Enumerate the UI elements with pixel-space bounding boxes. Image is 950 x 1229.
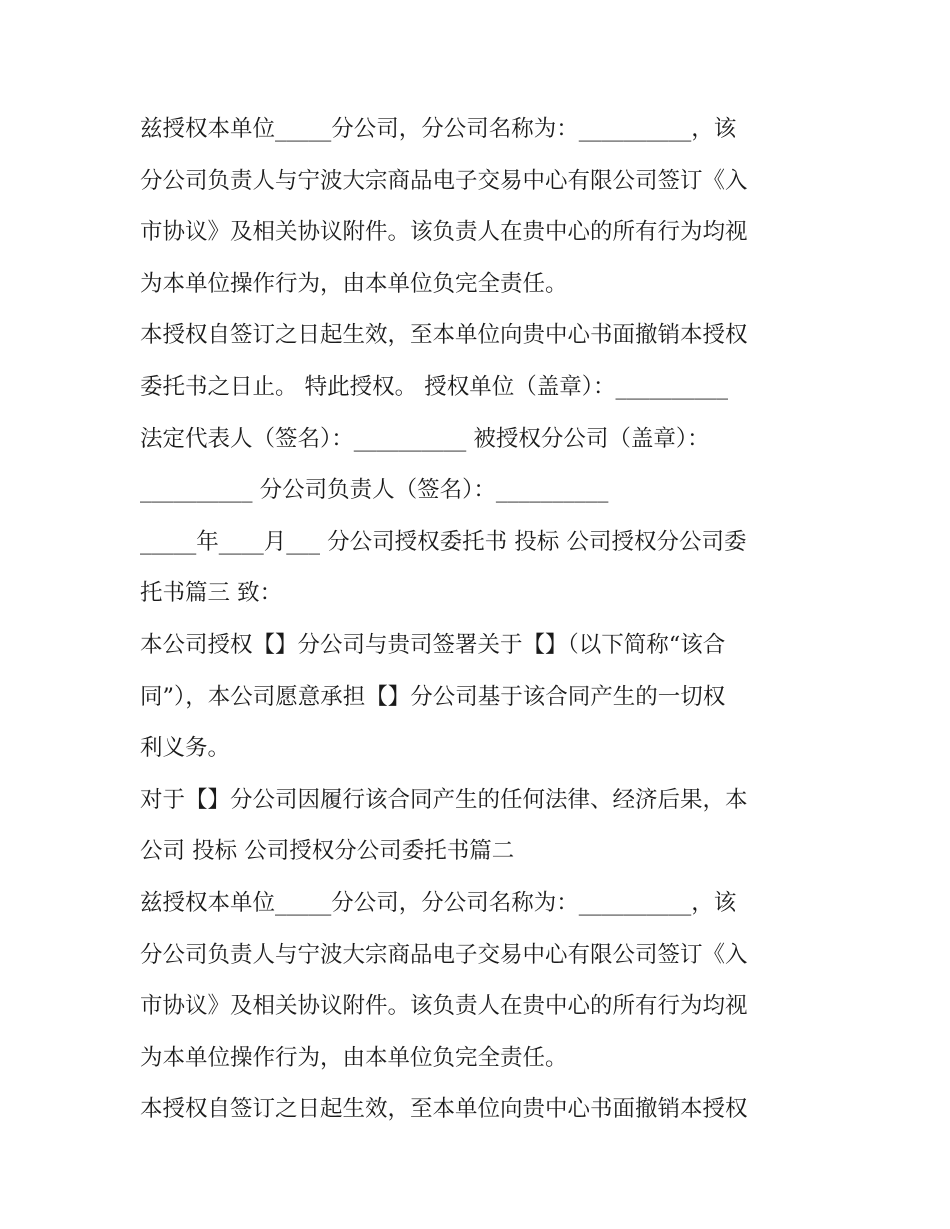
- text-line: 委托书之日止。 特此授权。 授权单位（盖章）：__________: [140, 373, 729, 400]
- text-line: 分公司负责人与宁波大宗商品电子交易中心有限公司签订《入: [140, 941, 748, 968]
- text-line: 法定代表人（签名）：__________ 被授权分公司（盖章）：: [140, 425, 710, 452]
- text-line: 市协议》及相关协议附件。该负责人在贵中心的所有行为均视: [140, 993, 748, 1020]
- text-line: 利义务。: [140, 735, 231, 762]
- text-line: __________ 分公司负责人（签名）：__________: [140, 477, 609, 504]
- text-line: 本公司授权【】分公司与贵司签署关于【】（以下简称“该合: [140, 631, 726, 658]
- text-line: 托书篇三 致：: [140, 580, 283, 607]
- text-line: 为本单位操作行为，由本单位负完全责任。: [140, 1044, 568, 1071]
- document-body: [140, 104, 820, 1136]
- text-line: 为本单位操作行为，由本单位负完全责任。: [140, 270, 568, 297]
- text-line: 兹授权本单位_____分公司，分公司名称为：__________，该: [140, 889, 737, 916]
- text-line: 同”），本公司愿意承担【】分公司基于该合同产生的一切权: [140, 683, 726, 710]
- text-line: 兹授权本单位_____分公司，分公司名称为：__________，该: [140, 116, 737, 142]
- text-line: 本授权自签订之日起生效，至本单位向贵中心书面撤销本授权: [140, 322, 748, 349]
- text-line: 分公司负责人与宁波大宗商品电子交易中心有限公司签订《入: [140, 167, 748, 194]
- text-line: 市协议》及相关协议附件。该负责人在贵中心的所有行为均视: [140, 219, 748, 246]
- text-line: _____年____月___ 分公司授权委托书 投标 公司授权分公司委: [140, 528, 747, 555]
- text-line: 本授权自签订之日起生效，至本单位向贵中心书面撤销本授权: [140, 1096, 748, 1123]
- text-line: 对于【】分公司因履行该合同产生的任何法律、经济后果，本: [140, 786, 748, 813]
- text-line: 公司 投标 公司授权分公司委托书篇二: [140, 838, 515, 865]
